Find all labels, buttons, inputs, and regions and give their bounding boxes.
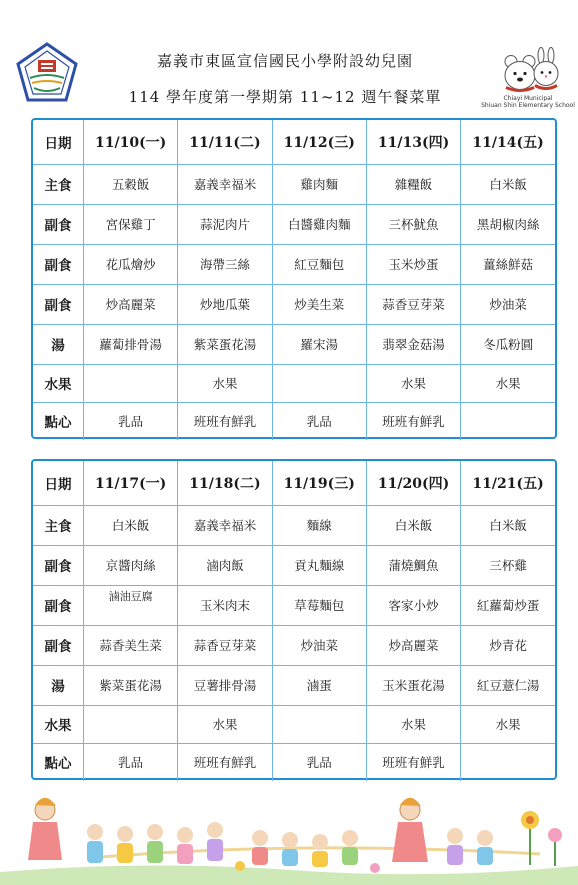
menu-cell: 嘉義幸福米 xyxy=(178,505,272,545)
page-subtitle: 114 學年度第一學期第 11~12 週午餐菜單 xyxy=(128,88,442,106)
menu-cell: 麵線 xyxy=(272,505,366,545)
menu-cell: 水果 xyxy=(366,705,460,743)
menu-cell xyxy=(272,705,366,743)
row-label-staple: 主食 xyxy=(33,164,84,204)
child-figure-icon xyxy=(392,798,493,865)
menu-cell: 炒油菜 xyxy=(272,625,366,665)
menu-cell: 水果 xyxy=(461,705,555,743)
menu-cell: 黑胡椒肉絲 xyxy=(461,204,555,244)
row-label-snack: 點心 xyxy=(33,402,84,440)
menu-cell: 紫菜蛋花湯 xyxy=(84,665,178,705)
menu-cell: 乳品 xyxy=(272,743,366,781)
row-label-side: 副食 xyxy=(33,585,84,625)
day-header: 11/18(二) xyxy=(178,461,272,505)
day-header: 11/12(三) xyxy=(272,120,366,164)
menu-table-week1 xyxy=(31,118,557,439)
row-label-snack: 點心 xyxy=(33,743,84,781)
menu-cell: 羅宋湯 xyxy=(272,324,366,364)
menu-cell: 滷油豆腐 xyxy=(84,585,178,625)
row-label-fruit: 水果 xyxy=(33,364,84,402)
day-header: 11/10(一) xyxy=(84,120,178,164)
row-label-side: 副食 xyxy=(33,625,84,665)
day-header: 11/19(三) xyxy=(272,461,366,505)
child-figure-icon xyxy=(28,798,62,860)
date-label: 日期 xyxy=(33,461,84,505)
menu-cell: 水果 xyxy=(178,364,272,402)
menu-cell: 玉米蛋花湯 xyxy=(366,665,460,705)
menu-cell: 玉米肉末 xyxy=(178,585,272,625)
menu-cell: 白米飯 xyxy=(461,505,555,545)
menu-cell: 班班有鮮乳 xyxy=(178,743,272,781)
menu-cell: 炒高麗菜 xyxy=(84,284,178,324)
menu-cell xyxy=(461,743,555,781)
menu-cell: 水果 xyxy=(178,705,272,743)
menu-cell: 五穀飯 xyxy=(84,164,178,204)
menu-cell xyxy=(272,364,366,402)
menu-cell: 客家小炒 xyxy=(366,585,460,625)
menu-cell: 蒜香豆芽菜 xyxy=(366,284,460,324)
menu-cell: 水果 xyxy=(366,364,460,402)
menu-cell: 貢丸麵線 xyxy=(272,545,366,585)
menu-cell: 薑絲鮮菇 xyxy=(461,244,555,284)
menu-cell: 冬瓜粉圓 xyxy=(461,324,555,364)
menu-table-week2 xyxy=(31,459,557,780)
menu-cell xyxy=(84,364,178,402)
day-header: 11/17(一) xyxy=(84,461,178,505)
row-label-staple: 主食 xyxy=(33,505,84,545)
menu-cell xyxy=(84,705,178,743)
menu-cell: 炒油菜 xyxy=(461,284,555,324)
menu-cell: 白醬雞肉麵 xyxy=(272,204,366,244)
page-header xyxy=(0,0,578,115)
menu-cell: 炒青花 xyxy=(461,625,555,665)
menu-cell: 豆薯排骨湯 xyxy=(178,665,272,705)
menu-cell: 乳品 xyxy=(84,743,178,781)
day-header: 11/20(四) xyxy=(366,461,460,505)
menu-cell: 草莓麵包 xyxy=(272,585,366,625)
menu-cell: 班班有鮮乳 xyxy=(366,743,460,781)
school-english-name: Chiayi Municipal Shiuan Shin Elementary School xyxy=(481,95,575,109)
day-header: 11/14(五) xyxy=(461,120,555,164)
day-header: 11/11(二) xyxy=(178,120,272,164)
school-emblem-icon xyxy=(16,42,78,104)
menu-cell: 三杯魷魚 xyxy=(366,204,460,244)
menu-cell: 滷蛋 xyxy=(272,665,366,705)
menu-cell: 班班有鮮乳 xyxy=(178,402,272,440)
menu-cell: 紅豆麵包 xyxy=(272,244,366,284)
menu-cell: 水果 xyxy=(461,364,555,402)
menu-cell: 三杯雞 xyxy=(461,545,555,585)
menu-cell: 乳品 xyxy=(272,402,366,440)
menu-cell: 花瓜燴炒 xyxy=(84,244,178,284)
menu-cell: 蘿蔔排骨湯 xyxy=(84,324,178,364)
menu-cell: 乳品 xyxy=(84,402,178,440)
menu-cell: 宮保雞丁 xyxy=(84,204,178,244)
day-header: 11/21(五) xyxy=(461,461,555,505)
menu-cell: 白米飯 xyxy=(461,164,555,204)
menu-cell: 炒高麗菜 xyxy=(366,625,460,665)
menu-cell: 蒲燒鯛魚 xyxy=(366,545,460,585)
menu-cell: 滷肉飯 xyxy=(178,545,272,585)
row-label-soup: 湯 xyxy=(33,665,84,705)
menu-cell xyxy=(461,402,555,440)
row-label-side: 副食 xyxy=(33,244,84,284)
children-flowers-illustration xyxy=(0,780,578,885)
row-label-fruit: 水果 xyxy=(33,705,84,743)
row-label-side: 副食 xyxy=(33,204,84,244)
menu-cell: 玉米炒蛋 xyxy=(366,244,460,284)
row-label-side: 副食 xyxy=(33,545,84,585)
row-label-side: 副食 xyxy=(33,284,84,324)
menu-cell: 海帶三絲 xyxy=(178,244,272,284)
menu-cell: 白米飯 xyxy=(84,505,178,545)
menu-cell: 紫菜蛋花湯 xyxy=(178,324,272,364)
menu-cell: 炒美生菜 xyxy=(272,284,366,324)
page-title: 嘉義市東區宣信國民小學附設幼兒園 xyxy=(156,52,413,70)
date-label: 日期 xyxy=(33,120,84,164)
day-header: 11/13(四) xyxy=(366,120,460,164)
menu-cell: 嘉義幸福米 xyxy=(178,164,272,204)
menu-cell: 紅蘿蔔炒蛋 xyxy=(461,585,555,625)
menu-cell: 雜糧飯 xyxy=(366,164,460,204)
menu-cell: 白米飯 xyxy=(366,505,460,545)
menu-cell: 蒜泥肉片 xyxy=(178,204,272,244)
menu-cell: 班班有鮮乳 xyxy=(366,402,460,440)
menu-cell: 雞肉麵 xyxy=(272,164,366,204)
menu-cell: 京醬肉絲 xyxy=(84,545,178,585)
menu-cell: 翡翠金菇湯 xyxy=(366,324,460,364)
menu-cell: 蒜香豆芽菜 xyxy=(178,625,272,665)
menu-cell: 炒地瓜葉 xyxy=(178,284,272,324)
row-label-soup: 湯 xyxy=(33,324,84,364)
menu-cell: 紅豆薏仁湯 xyxy=(461,665,555,705)
menu-cell: 蒜香美生菜 xyxy=(84,625,178,665)
